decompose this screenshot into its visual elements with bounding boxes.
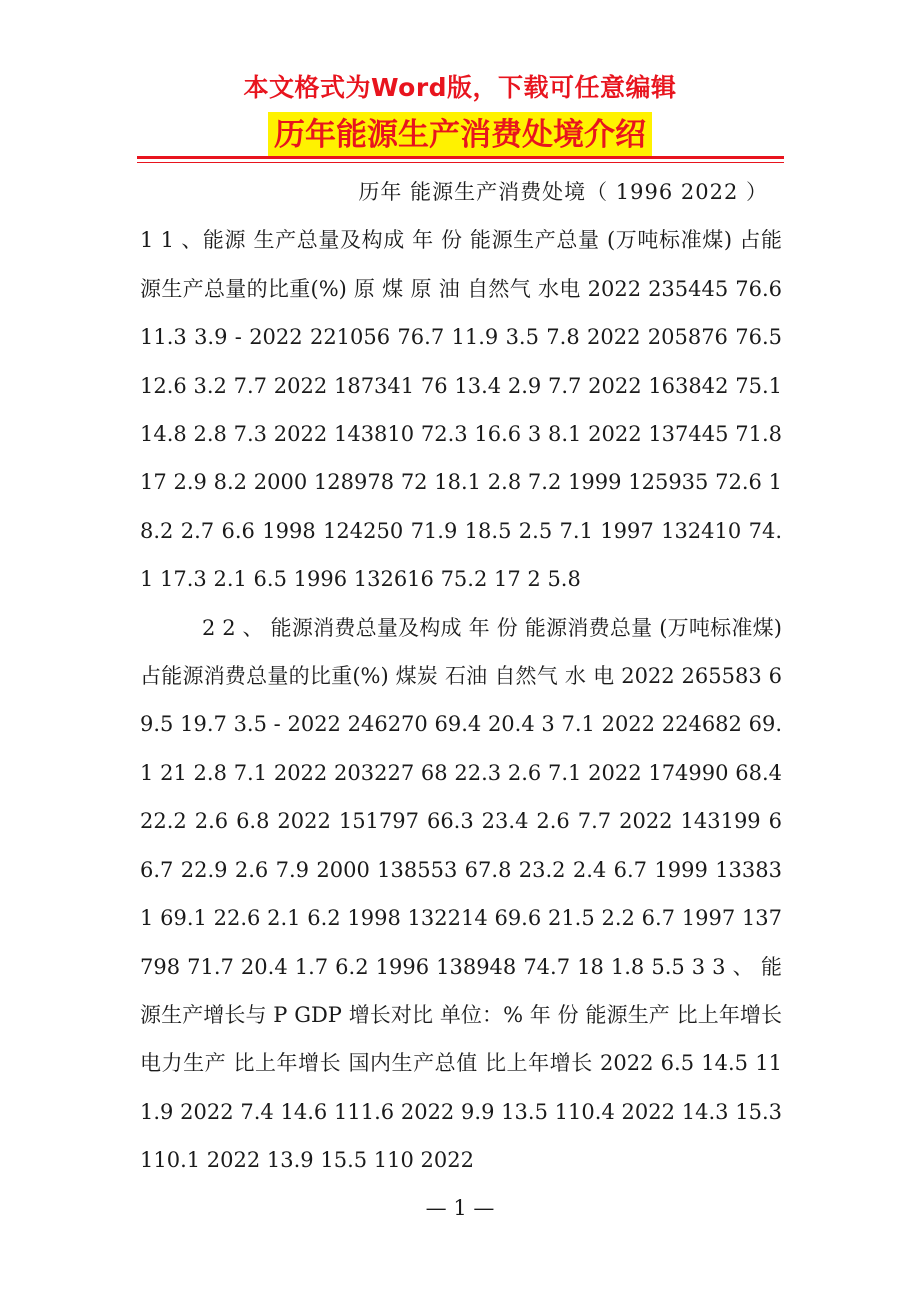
page-number: — 1 — <box>425 1196 495 1220</box>
download-banner: 本文格式为Word版，下载可任意编辑 <box>243 73 677 102</box>
header-rule-thin <box>137 162 784 163</box>
page-title: 历年能源生产消费处境介绍 <box>268 112 652 158</box>
header-rule-thick <box>137 156 784 159</box>
document-body <box>140 168 782 1185</box>
paragraph-energy-production: 1 1 、能源 生产总量及构成 年 份 能源生产总量 (万吨标准煤) 占能源生产总量的比重(%) 原 煤 原 油 自然气 水电 2022 235445 76.6 11.3 3.9 - 2022 221056 76.7 11.9 3.5 7.8 2022 205876 76.5 12.6 3.2 7.7 2022 187341 76 13.4 2.9 7.7 2022 163842 75.1 14.8 2.8 7.3 2022 143810 72.3 16.6 3 8.1 2022 137445 71.8 17 2.9 8.2 2000 128978 72 18.1 2.8 7.2 1999 125935 72.6 18.2 2.7 6.6 1998 124250 71.9 18.5 2.5 7.1 1997 132410 74.1 17.3 2.1 6.5 1996 132616 75.2 17 2 5.8 <box>140 228 782 592</box>
document-subtitle: 历年 能源生产消费处境（ 1996 2022 ） <box>358 180 768 204</box>
paragraph-energy-consumption: 2 2 、 能源消费总量及构成 年 份 能源消费总量 (万吨标准煤) 占能源消费总量的比重(%) 煤炭 石油 自然气 水 电 2022 265583 69.5 19.7 3.5 - 2022 246270 69.4 20.4 3 7.1 2022 224682 69.1 21 2.8 7.1 2022 203227 68 22.3 2.6 7.1 2022 174990 68.4 22.2 2.6 6.8 2022 151797 66.3 23.4 2.6 7.7 2022 143199 66.7 22.9 2.6 7.9 2000 138553 67.8 23.2 2.4 6.7 1999 133831 69.1 22.6 2.1 6.2 1998 132214 69.6 21.5 2.2 6.7 1997 137798 71.7 20.4 1.7 6.2 1996 138948 74.7 18 1.8 5.5 3 3 、 能源生产增长与 P GDP 增长对比 单位：% 年 份 能源生产 比上年增长 电力生产 比上年增长 国内生产总值 比上年增长 2022 6.5 14.5 111.9 2022 7.4 14.6 111.6 2022 9.9 13.5 110.4 2022 14.3 15.3 110.1 2022 13.9 15.5 110 2022 <box>140 615 782 1173</box>
title-container <box>0 112 920 158</box>
